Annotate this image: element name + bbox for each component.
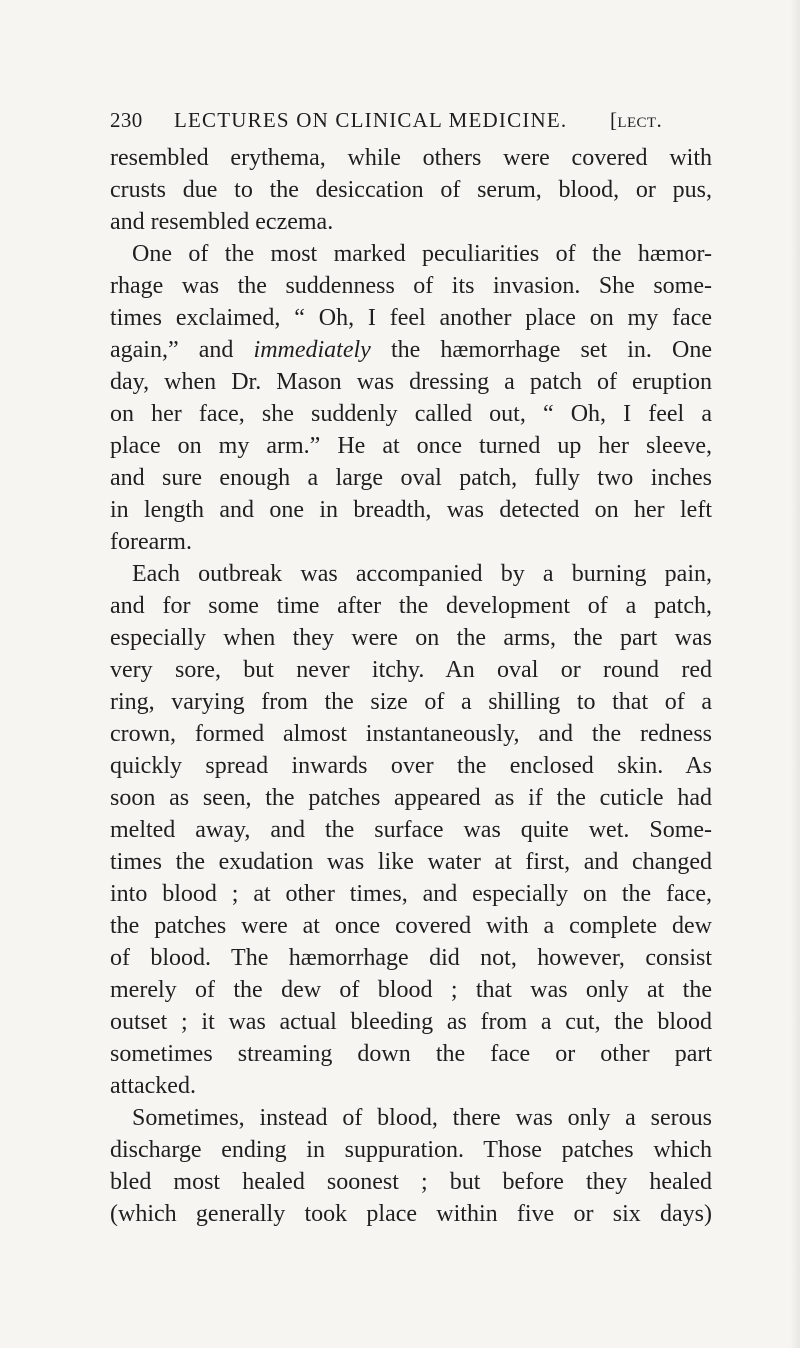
section-marker: [lect.	[610, 108, 663, 132]
text-line: times exclaimed, “ Oh, I feel another place on my face	[110, 305, 712, 331]
paragraph-start-line: Each outbreak was accompanied by a burning pain,	[132, 561, 712, 587]
text-line: times the exudation was like water at first, and changed	[110, 849, 712, 875]
text-line: crown, formed almost instantaneously, and the redness	[110, 721, 712, 747]
text-line: melted away, and the surface was quite wet. Some-	[110, 817, 712, 843]
text-line: crusts due to the desiccation of serum, blood, or pus,	[110, 177, 712, 203]
italic-emphasis: immediately	[253, 337, 371, 363]
body-text	[110, 142, 712, 1230]
text-line: quickly spread inwards over the enclosed skin. As	[110, 753, 712, 779]
paragraph-start-line: One of the most marked peculiarities of the hæmor-	[132, 241, 712, 267]
page-number: 230	[110, 108, 143, 132]
page-edge-shadow	[790, 0, 800, 1348]
text-line: into blood ; at other times, and especially on the face,	[110, 881, 712, 907]
text-line: and sure enough a large oval patch, fully two inches	[110, 465, 712, 491]
text-line: place on my arm.” He at once turned up her sleeve,	[110, 433, 712, 459]
text-line: attacked.	[110, 1073, 196, 1099]
text-line: rhage was the suddenness of its invasion. She some-	[110, 273, 712, 299]
paragraph-start-line: Sometimes, instead of blood, there was only a serous	[132, 1105, 712, 1131]
text-line-with-italic	[110, 334, 712, 366]
text-line: of blood. The hæmorrhage did not, however, consist	[110, 945, 712, 971]
text-line: (which generally took place within five or six days)	[110, 1201, 712, 1227]
text-line: ring, varying from the size of a shilling to that of a	[110, 689, 712, 715]
text-line: and resembled eczema.	[110, 209, 334, 235]
text-segment: again,” and	[110, 337, 234, 363]
text-line: very sore, but never itchy. An oval or round red	[110, 657, 712, 683]
text-line: sometimes streaming down the face or other part	[110, 1041, 712, 1067]
text-line: on her face, she suddenly called out, “ Oh, I feel a	[110, 401, 712, 427]
text-line: the patches were at once covered with a complete dew	[110, 913, 712, 939]
running-head	[110, 108, 710, 138]
text-line: day, when Dr. Mason was dressing a patch of eruption	[110, 369, 712, 395]
text-line: bled most healed soonest ; but before they healed	[110, 1169, 712, 1195]
text-line: in length and one in breadth, was detected on her left	[110, 497, 712, 523]
text-line: especially when they were on the arms, the part was	[110, 625, 712, 651]
running-title: LECTURES ON CLINICAL MEDICINE.	[174, 108, 568, 132]
text-line: discharge ending in suppuration. Those patches which	[110, 1137, 712, 1163]
text-line: resembled erythema, while others were covered with	[110, 145, 712, 171]
text-line: soon as seen, the patches appeared as if the cuticle had	[110, 785, 712, 811]
text-line: and for some time after the development of a patch,	[110, 593, 712, 619]
text-line: outset ; it was actual bleeding as from a cut, the blood	[110, 1009, 712, 1035]
text-line: forearm.	[110, 529, 192, 555]
text-segment: the hæmorrhage set in. One	[390, 337, 712, 363]
text-line: merely of the dew of blood ; that was only at the	[110, 977, 712, 1003]
